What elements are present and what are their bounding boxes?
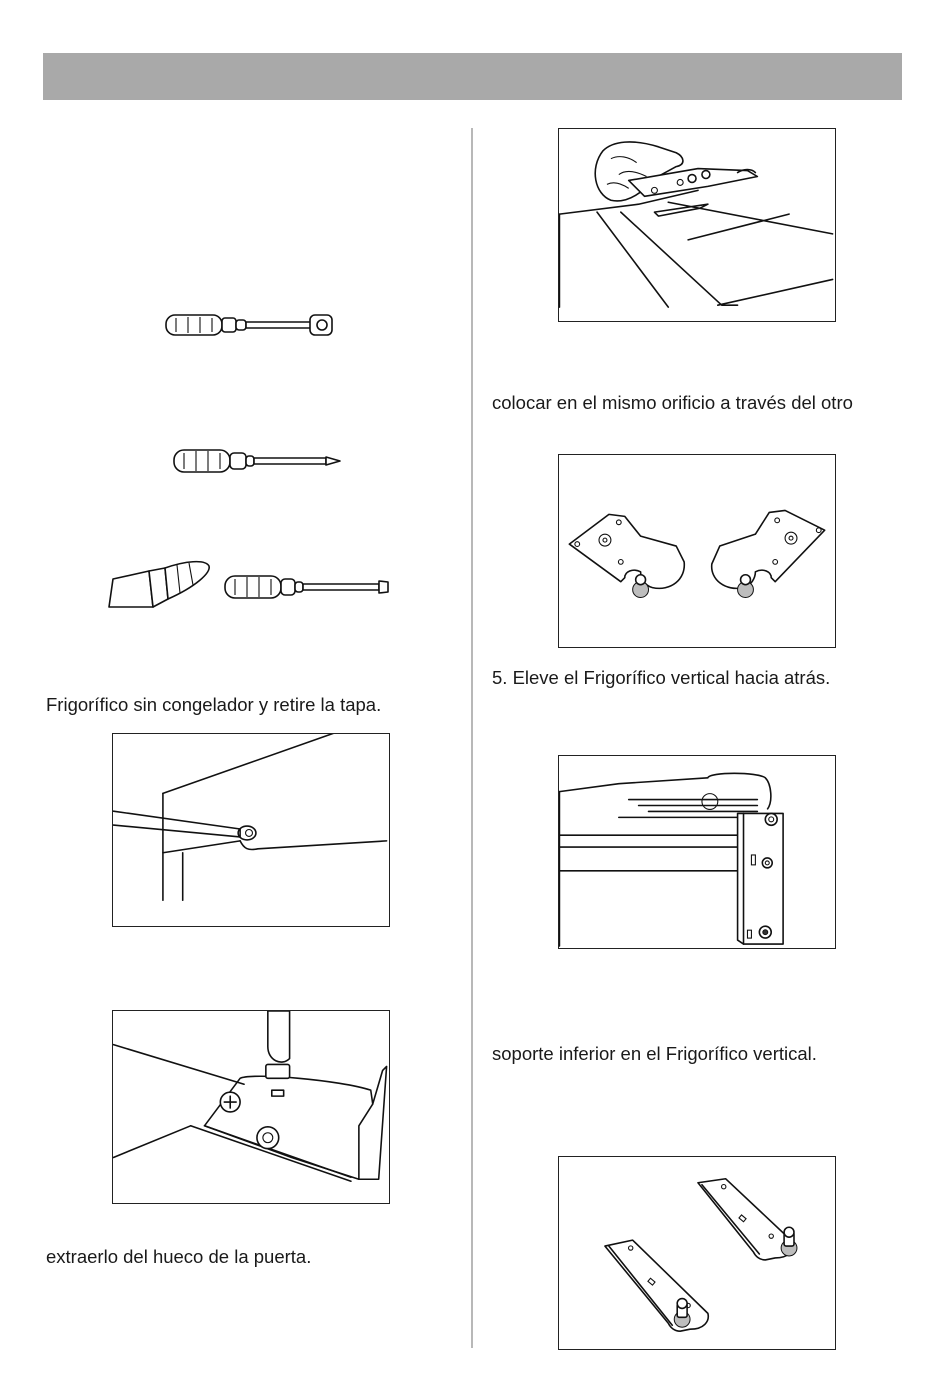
figure-bottom-bracket xyxy=(558,755,836,949)
figure-remove-screw xyxy=(112,733,390,927)
figure-hinge-top xyxy=(558,128,836,322)
flat-screwdriver-icon xyxy=(222,570,392,604)
putty-knife-icon xyxy=(105,557,215,613)
caption-extract: extraerlo del hueco de la puerta. xyxy=(46,1246,312,1267)
caption-remove-cover: Frigorífico sin congelador y retire la tapa. xyxy=(46,694,382,715)
column-divider xyxy=(471,128,473,1348)
figure-hinge-plates xyxy=(558,454,836,648)
caption-place-hole: colocar en el mismo orificio a través del otro xyxy=(492,392,853,413)
figure-bottom-brackets xyxy=(558,1156,836,1350)
caption-bottom-support: soporte inferior en el Frigorífico vertical. xyxy=(492,1043,817,1064)
figure-unscrew-hinge xyxy=(112,1010,390,1204)
caption-step5: 5. Eleve el Frigorífico vertical hacia atrás. xyxy=(492,667,831,688)
phillips-screwdriver-icon xyxy=(170,444,345,478)
socket-screwdriver-icon xyxy=(162,308,337,342)
header-bar xyxy=(43,53,902,100)
